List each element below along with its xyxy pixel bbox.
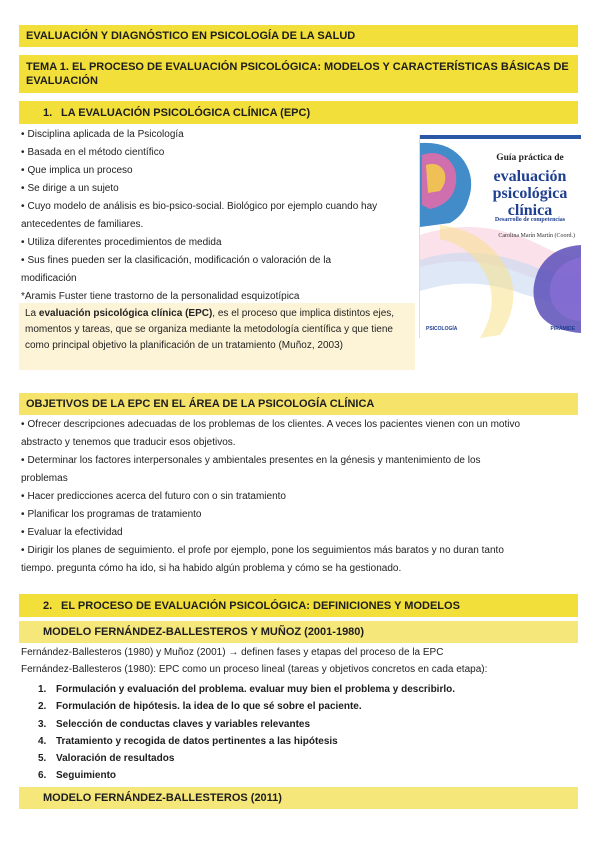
- step-text: Valoración de resultados: [56, 753, 175, 765]
- epc-definition-box: [19, 303, 415, 370]
- list-item: • Se dirige a un sujeto: [21, 180, 421, 198]
- book-title-line1: Guía práctica de: [496, 153, 564, 163]
- step-number: 4.: [38, 735, 47, 747]
- model-intro-line2: Fernández-Ballesteros (1980): EPC como un proceso lineal (tareas y objetivos concretos en cada etapa):: [21, 664, 488, 675]
- list-item: • Basada en el método científico: [21, 144, 421, 162]
- topic-title-band: [19, 55, 578, 93]
- model2-title: MODELO FERNÁNDEZ-BALLESTEROS (2011): [43, 792, 282, 804]
- list-item-continuation: problemas: [21, 473, 68, 484]
- section1-bullet-list: [21, 126, 421, 306]
- course-title: EVALUACIÓN Y DIAGNÓSTICO EN PSICOLOGÍA DE LA SALUD: [26, 30, 356, 42]
- book-top-bar: [420, 135, 581, 139]
- list-item: • Hacer predicciones acerca del futuro con o sin tratamiento: [21, 488, 586, 506]
- step-text: Tratamiento y recogida de datos pertinentes a las hipótesis: [56, 735, 338, 747]
- definition-term: evaluación psicológica clínica (EPC): [38, 308, 213, 319]
- list-item: • Utiliza diferentes procedimientos de medida: [21, 234, 421, 252]
- list-item: [38, 767, 455, 784]
- list-item: [38, 733, 455, 750]
- list-item: [38, 716, 455, 733]
- list-item: • Sus fines pueden ser la clasificación, modificación o valoración de la: [21, 252, 421, 270]
- process-steps-list: [38, 681, 455, 785]
- objectives-title: OBJETIVOS DE LA EPC EN EL ÁREA DE LA PSICOLOGÍA CLÍNICA: [26, 398, 375, 410]
- list-item: • Dirigir los planes de seguimiento. el profe por ejemplo, pone los seguimientos más baratos y no duran tanto: [21, 542, 586, 560]
- step-number: 1.: [38, 684, 47, 695]
- step-text: Formulación de hipótesis. la idea de lo que sé sobre el paciente.: [56, 701, 362, 713]
- list-item: • Cuyo modelo de análisis es bio-psico-social. Biológico por ejemplo cuando hay: [21, 198, 421, 216]
- list-item: [38, 681, 455, 698]
- book-cover-image: [419, 135, 581, 338]
- list-item: [38, 750, 455, 767]
- list-item: • Determinar los factores interpersonales y ambientales presentes en la génesis y mantenimiento de los: [21, 452, 586, 470]
- section1-title: LA EVALUACIÓN PSICOLÓGICA CLÍNICA (EPC): [61, 106, 311, 119]
- section1-header: [19, 101, 578, 124]
- section2-title: EL PROCESO DE EVALUACIÓN PSICOLÓGICA: DEFINICIONES Y MODELOS: [61, 599, 460, 612]
- list-item: • Que implica un proceso: [21, 162, 421, 180]
- topic-title: TEMA 1. EL PROCESO DE EVALUACIÓN PSICOLÓGICA: MODELOS Y CARACTERÍSTICAS BÁSICAS DE EVALUACIÓN: [26, 61, 569, 87]
- objectives-bullet-list: [21, 416, 586, 578]
- list-item: • Disciplina aplicada de la Psicología: [21, 126, 421, 144]
- step-number: 6.: [38, 770, 47, 782]
- list-item: • Evaluar la efectividad: [21, 524, 586, 542]
- list-item-continuation: abstracto y tenemos que traducir esos objetivos.: [21, 437, 236, 448]
- book-footer-right: PIRÁMIDE: [550, 326, 575, 332]
- step-text: Formulación y evaluación del problema. evaluar muy bien el problema y describirlo.: [56, 684, 456, 695]
- list-item: [38, 698, 455, 715]
- list-item: • Ofrecer descripciones adecuadas de los problemas de los clientes. A veces los pacientes vienen con un motivo: [21, 416, 586, 434]
- objectives-header: [19, 393, 578, 415]
- step-number: 3.: [38, 718, 47, 730]
- definition-prefix: La: [25, 308, 39, 319]
- model1-title: MODELO FERNÁNDEZ-BALLESTEROS Y MUÑOZ (2001-1980): [43, 626, 365, 638]
- model1-header: [19, 621, 578, 643]
- section2-header: [19, 594, 578, 617]
- step-number: 5.: [38, 753, 47, 765]
- book-subtitle: Desarrollo de competencias: [494, 217, 566, 223]
- list-item: • Planificar los programas de tratamiento: [21, 506, 586, 524]
- step-text: Selección de conductas claves y variables relevantes: [56, 718, 311, 730]
- definition-text: , es el proceso que implica distintos ejes, momentos y tareas, que se organiza mediante la metodología científica y que tiene como principal objetivo la planificación de un tratamiento (Muñoz, 2003): [25, 308, 395, 351]
- step-text: Seguimiento: [56, 770, 117, 782]
- list-item-continuation: modificación: [21, 273, 77, 284]
- book-title-main: evaluación psicológica clínica: [492, 168, 568, 219]
- section1-number: 1.: [43, 106, 53, 119]
- model2-header: [19, 787, 578, 809]
- model-intro-line1: Fernández-Ballesteros (1980) y Muñoz (2001) → definen fases y etapas del proceso de la EPC: [21, 647, 444, 658]
- step-number: 2.: [38, 701, 47, 713]
- list-item-continuation: tiempo. pregunta cómo ha ido, si ha habido algún problema y cómo se ha gestionado.: [21, 563, 402, 574]
- section2-number: 2.: [43, 599, 53, 612]
- book-author: Carolina Marín Martín (Coord.): [498, 233, 575, 239]
- course-title-band: [19, 25, 578, 47]
- book-footer-left: PSICOLOGÍA: [426, 326, 458, 332]
- footnote: *Aramis Fuster tiene trastorno de la personalidad esquizotípica: [21, 291, 300, 302]
- list-item-continuation: antecedentes de familiares.: [21, 219, 144, 230]
